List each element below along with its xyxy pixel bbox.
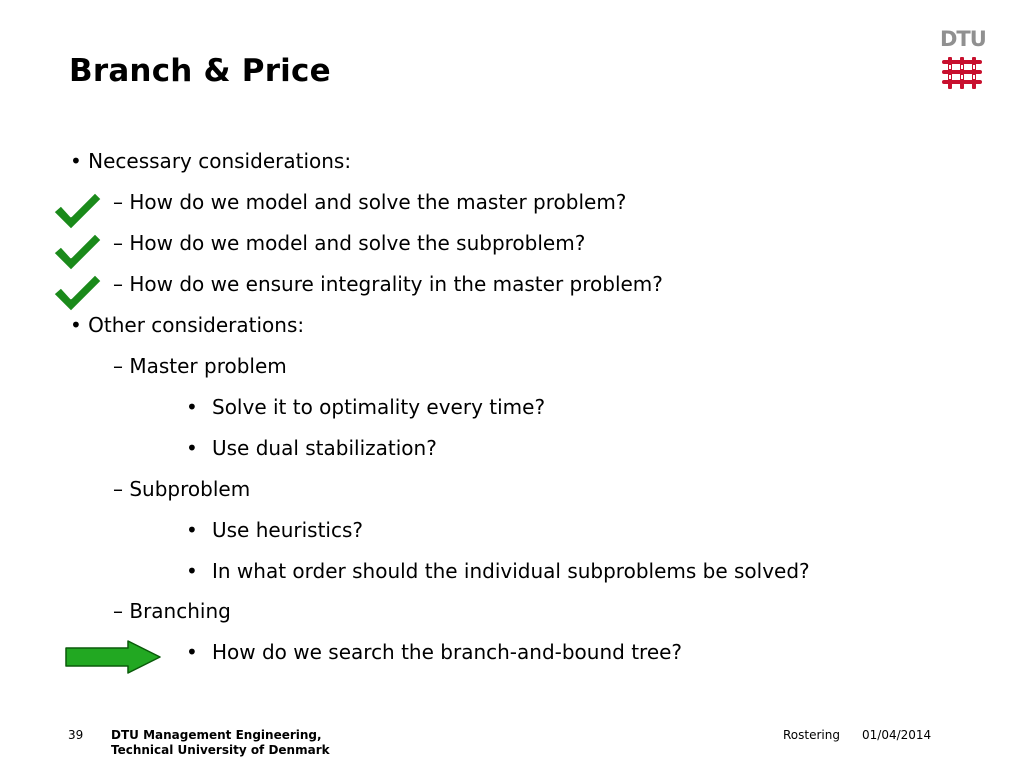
bullet-dot: • <box>186 559 198 583</box>
bullet-dot: • <box>186 640 198 664</box>
bullet-necessary-considerations: • Necessary considerations: <box>70 149 352 173</box>
subitem-text: How do we search the branch-and-bound tree? <box>212 640 683 664</box>
checkmark-icon <box>50 231 104 273</box>
subitem-text: Solve it to optimality every time? <box>212 395 546 419</box>
bullet-dot: • <box>186 395 198 419</box>
checkmark-icon <box>50 190 104 232</box>
footer-org-line1: DTU Management Engineering, <box>111 728 322 742</box>
subitem-text: Use dual stabilization? <box>212 436 437 460</box>
subitem-heuristics <box>186 518 363 542</box>
footer-date: 01/04/2014 <box>862 728 932 742</box>
right-arrow-icon <box>64 640 162 674</box>
subitem-text: In what order should the individual subproblems be solved? <box>212 559 810 583</box>
subitem-order <box>186 559 810 583</box>
bullet-other-considerations: • Other considerations: <box>70 313 305 337</box>
slide-title: Branch & Price <box>69 53 331 89</box>
item-branching: – Branching <box>113 599 231 623</box>
item-subproblem-model: – How do we model and solve the subproblem? <box>113 231 586 255</box>
item-subproblem: – Subproblem <box>113 477 251 501</box>
logo-emblem-icon <box>940 57 984 91</box>
item-master-problem: – Master problem <box>113 354 287 378</box>
item-integrality: – How do we ensure integrality in the master problem? <box>113 272 663 296</box>
bullet-dot: • <box>186 518 198 542</box>
subitem-text: Use heuristics? <box>212 518 364 542</box>
subitem-search-tree <box>186 640 682 664</box>
page-number: 39 <box>68 728 84 742</box>
logo-text: DTU <box>940 27 986 51</box>
dtu-logo <box>940 27 986 94</box>
bullet-dot: • <box>186 436 198 460</box>
subitem-solve-optimality <box>186 395 545 419</box>
item-master-problem-model: – How do we model and solve the master problem? <box>113 190 627 214</box>
footer-org-line2: Technical University of Denmark <box>111 743 330 757</box>
footer-topic: Rostering <box>783 728 840 742</box>
checkmark-icon <box>50 272 104 314</box>
subitem-dual-stabilization <box>186 436 437 460</box>
